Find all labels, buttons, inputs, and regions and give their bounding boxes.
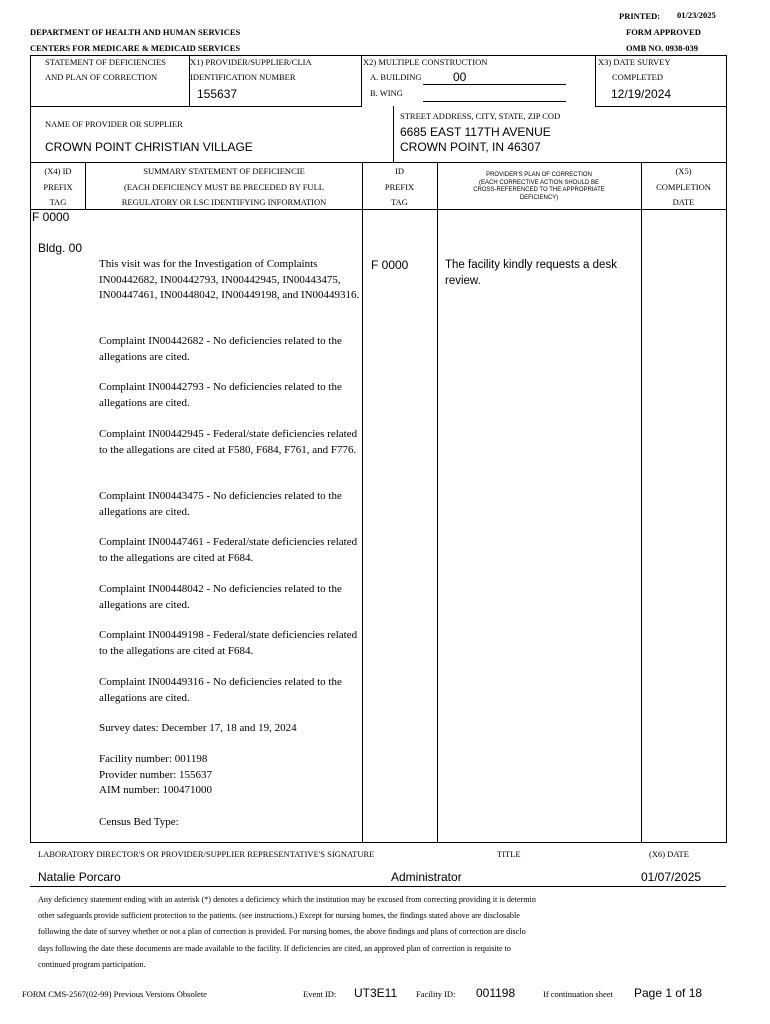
signature-label: LABORATORY DIRECTOR'S OR PROVIDER/SUPPLIER REPRESENTATIVE'S SIGNATURE	[38, 849, 375, 859]
statement-label: STATEMENT OF DEFICIENCIES	[45, 57, 167, 67]
survey-dates: Survey dates: December 17, 18 and 19, 2024	[99, 722, 297, 734]
address-line1: 6685 EAST 117TH AVENUE	[400, 125, 551, 139]
summary-header-line2: (EACH DEFICIENCY MUST BE PRECEDED BY FULL	[124, 182, 324, 192]
plan-of-correction-label: AND PLAN OF CORRECTION	[45, 72, 158, 82]
identification-number-label: IDENTIFICATION NUMBER	[190, 72, 296, 82]
event-id-label: Event ID:	[303, 989, 337, 999]
building-value: 00	[453, 70, 467, 84]
signature-name: Natalie Porcaro	[38, 870, 121, 884]
summary-header-line3: REGULATORY OR LSC IDENTIFYING INFORMATION	[121, 197, 327, 207]
tag-right: F 0000	[371, 258, 409, 272]
printed-date: 01/23/2025	[677, 10, 716, 20]
address-label: STREET ADDRESS, CITY, STATE, ZIP COD	[400, 111, 561, 121]
provider-name-label: NAME OF PROVIDER OR SUPPLIER	[45, 119, 183, 129]
page-number: Page 1 of 18	[634, 986, 703, 1000]
census-bed-type: Census Bed Type:	[99, 816, 179, 828]
form-number: FORM CMS-2567(02-99) Previous Versions Obsolete	[22, 989, 207, 999]
plan-of-correction-text: The facility kindly requests a desk review.	[445, 259, 617, 287]
form-approved: FORM APPROVED	[626, 27, 701, 37]
paragraph-complaint-8: Complaint IN00449316 - No deficiencies related to the allegations are cited.	[99, 676, 342, 704]
building-tag: Bldg. 00	[38, 241, 83, 255]
completed-label: COMPLETED	[612, 72, 663, 82]
paragraph-intro: This visit was for the Investigation of Complaints IN00442682, IN00442793, IN00442945, IN00443475, IN00447461, IN00448042, IN00449198, and IN00449316.	[99, 258, 360, 302]
summary-header: SUMMARY STATEMENT OF DEFICIENCIE	[143, 166, 305, 176]
department-title: DEPARTMENT OF HEALTH AND HUMAN SERVICES	[30, 27, 241, 37]
x4-prefix-header: PREFIX	[43, 182, 73, 192]
paragraph-complaint-1: Complaint IN00442682 - No deficiencies related to the allegations are cited.	[99, 335, 342, 363]
id-tag-header: TAG	[391, 197, 408, 207]
building-label: A. BUILDING	[370, 72, 422, 82]
address-line2: CROWN POINT, IN 46307	[400, 140, 541, 154]
paragraph-complaint-2: Complaint IN00442793 - No deficiencies related to the allegations are cited.	[99, 381, 342, 409]
tag-left: F 0000	[32, 210, 70, 224]
wing-label: B. WING	[370, 88, 403, 98]
x5-header: (X5)	[675, 166, 692, 176]
continuation-label: If continuation sheet	[543, 989, 613, 999]
paragraph-complaint-7: Complaint IN00449198 - Federal/state deficiencies related to the allegations are cited at F684.	[99, 629, 358, 657]
signature-title: Administrator	[391, 870, 462, 884]
x4-tag-header: TAG	[49, 197, 67, 207]
x3-label: X3) DATE SURVEY	[598, 57, 671, 67]
survey-date: 12/19/2024	[611, 87, 672, 101]
facility-id-value: 001198	[476, 986, 516, 1000]
id-header: ID	[395, 166, 404, 176]
event-id-value: UT3E11	[354, 986, 398, 1000]
completion-header: COMPLETION	[656, 182, 711, 192]
paragraph-complaint-4: Complaint IN00443475 - No deficiencies related to the allegations are cited.	[99, 490, 342, 518]
paragraph-complaint-6: Complaint IN00448042 - No deficiencies related to the allegations are cited.	[99, 583, 342, 611]
x1-label: X1) PROVIDER/SUPPLIER/CLIA	[190, 57, 312, 67]
facility-id-label: Facility ID:	[416, 989, 456, 999]
x2-label: X2) MULTIPLE CONSTRUCTION	[363, 57, 488, 67]
printed-label: PRINTED:	[619, 11, 661, 21]
title-label: TITLE	[497, 849, 521, 859]
id-prefix-header: PREFIX	[384, 182, 415, 192]
disclaimer-text: Any deficiency statement ending with an asterisk (*) denotes a deficiency which the institution may be excused from correcting providing it is determin other safeguards provide sufficient protection to the patients. (see instructions.) Except for nursing homes, the findings stated above are disclosable following the date of survey whether or not a plan of correction is provided. For nursing homes, the above findings and plans of correction are disclo days following the date these documents are made available to the facility. If deficiencies are cited, an approved plan of correction is requisite to continued program participation.	[38, 895, 536, 969]
facility-numbers: Facility number: 001198 Provider number: 155637 AIM number: 100471000	[99, 753, 213, 797]
x4-id-header: (X4) ID	[44, 166, 72, 176]
signature-date: 01/07/2025	[641, 870, 702, 884]
provider-name: CROWN POINT CHRISTIAN VILLAGE	[45, 140, 253, 154]
provider-number: 155637	[197, 87, 238, 101]
paragraph-complaint-3: Complaint IN00442945 - Federal/state deficiencies related to the allegations are cited at F580, F684, F761, and F776.	[99, 428, 358, 456]
omb-number: OMB NO. 0938-039	[626, 43, 699, 53]
centers-title: CENTERS FOR MEDICARE & MEDICAID SERVICES	[30, 43, 241, 53]
plan-header: PROVIDER'S PLAN OF CORRECTION (EACH CORRECTIVE ACTION SHOULD BE CROSS-REFERENCED TO THE APPROPRIATE DEFICIENCY)	[473, 172, 605, 201]
date-header: DATE	[672, 197, 695, 207]
x6-date-label: (X6) DATE	[649, 849, 689, 859]
paragraph-complaint-5: Complaint IN00447461 - Federal/state deficiencies related to the allegations are cited at F684.	[99, 536, 358, 564]
